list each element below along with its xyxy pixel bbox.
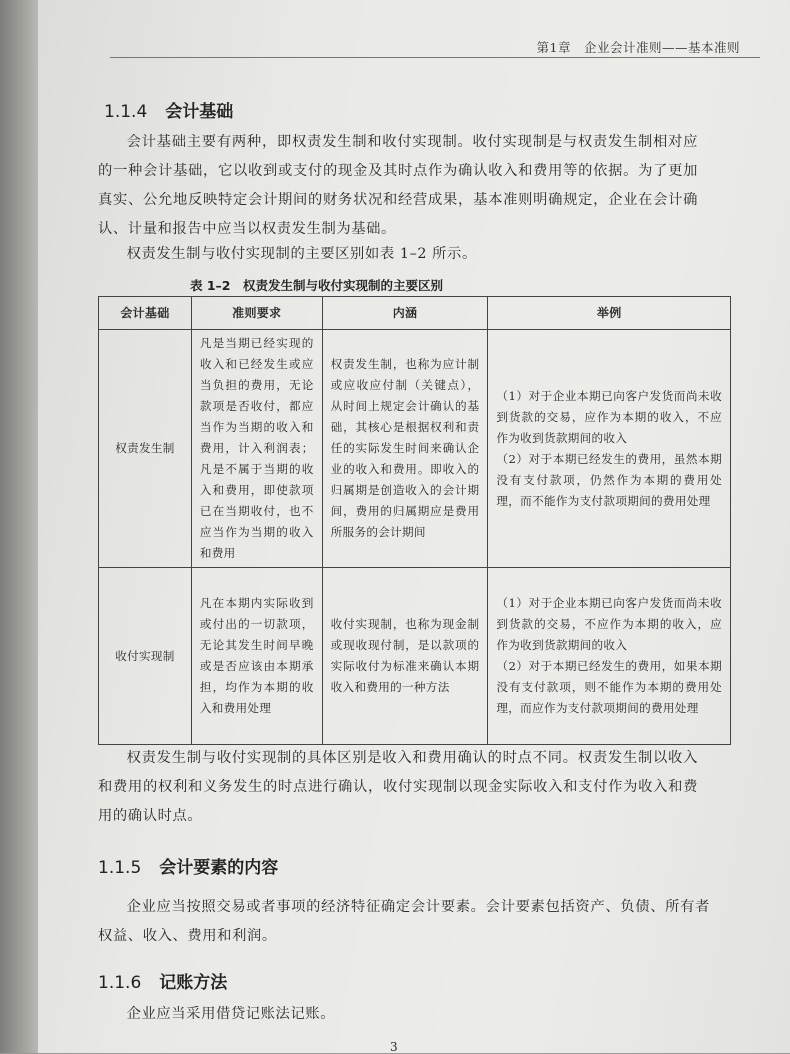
table-row <box>99 568 731 745</box>
cell-basis: 权责发生制 <box>99 330 192 568</box>
example-item: （1）对于企业本期已向客户发货而尚未收到货款的交易，不应作为本期的收入，应作为收到货款期间的收入 <box>496 596 722 652</box>
paragraph-table-intro: 权责发生制与收付实现制的主要区别如表 1–2 所示。 <box>126 246 477 262</box>
section-heading-1-1-5 <box>98 853 278 878</box>
section-title: 记账方法 <box>159 973 228 993</box>
example-item: （2）对于本期已经发生的费用，虽然本期没有支付款项，仍然作为本期的费用处理，而不能作为支付款项期间的费用处理 <box>496 451 722 508</box>
cell-requirement: 凡在本期内实际收到或付出的一切款项，无论其发生时间早晚或是否应该由本期承担，均作为本期的收入和费用处理 <box>191 568 322 745</box>
header-example: 举例 <box>488 297 731 330</box>
section-title: 会计基础 <box>165 102 234 122</box>
header-basis: 会计基础 <box>99 297 192 330</box>
section-title: 会计要素的内容 <box>159 858 279 878</box>
header-meaning: 内涵 <box>322 297 488 330</box>
running-head: 第1章 企业会计准则——基本准则 <box>536 40 740 55</box>
comparison-table <box>98 296 731 745</box>
table-header-row <box>99 297 731 330</box>
cell-meaning: 权责发生制，也称为应计制或应收应付制（关键点），从时间上规定会计确认的基础，其核心是根据权利和责任的实际发生时间来确认企业的收入和费用。即收入的归属期是创造收入的会计期间，费用的归属期应是费用所服务的会计期间 <box>322 330 488 568</box>
section-number: 1.1.4 <box>104 102 148 122</box>
cell-basis: 收付实现制 <box>99 568 192 745</box>
paragraph-accounting-elements: 企业应当按照交易或者事项的经济特征确定会计要素。会计要素包括资产、负债、所有者权益、收入、费用和利润。 <box>98 899 710 944</box>
example-item: （1）对于企业本期已向客户发货而尚未收到货款的交易，应作为本期的收入，不应作为收到货款期间的收入 <box>496 388 722 445</box>
paragraph-accounting-basis: 会计基础主要有两种，即权责发生制和收付实现制。收付实现制是与权责发生制相对应的一种会计基础，它以收到或支付的现金及其时点作为确认收入和费用等的依据。为了更加真实、公允地反映特定会计期间的财务状况和经营成果，基本准则明确规定，企业在会计确认、计量和报告中应当以权责发生制为基础。 <box>98 134 698 237</box>
section-number: 1.1.6 <box>98 973 142 993</box>
paragraph-bookkeeping-method: 企业应当采用借贷记账法记账。 <box>126 1006 336 1022</box>
running-head-rule <box>110 57 760 58</box>
cell-example <box>488 330 731 568</box>
header-requirement: 准则要求 <box>191 297 322 330</box>
cell-example <box>488 568 731 745</box>
paragraph-difference: 权责发生制与收付实现制的具体区别是收入和费用确认的时点不同。权责发生制以收入和费用的权利和义务发生的时点进行确认，收付实现制以现金实际收入和支付作为收入和费用的确认时点。 <box>98 750 698 824</box>
cell-requirement: 凡是当期已经实现的收入和已经发生或应当负担的费用，无论款项是否收付，都应当作为当期的收入和费用，计入利润表；凡是不属于当期的收入和费用，即使款项已在当期收付，也不应当作为当期的收入和费用 <box>191 330 322 568</box>
cell-meaning: 收付实现制，也称为现金制或现收现付制，是以款项的实际收付为标准来确认本期收入和费用的一种方法 <box>322 568 488 745</box>
page-number: 3 <box>390 1040 398 1054</box>
table-caption: 表 1–2 权责发生制与收付实现制的主要区别 <box>190 278 443 293</box>
section-heading-1-1-4 <box>104 97 233 122</box>
table-row <box>99 330 731 568</box>
example-item: （2）对于本期已经发生的费用，如果本期没有支付款项，则不能作为本期的费用处理，而应作为支付款项期间的费用处理 <box>496 659 722 715</box>
section-heading-1-1-6 <box>98 968 227 993</box>
page-gutter-shadow <box>0 0 38 1053</box>
section-number: 1.1.5 <box>98 858 142 878</box>
